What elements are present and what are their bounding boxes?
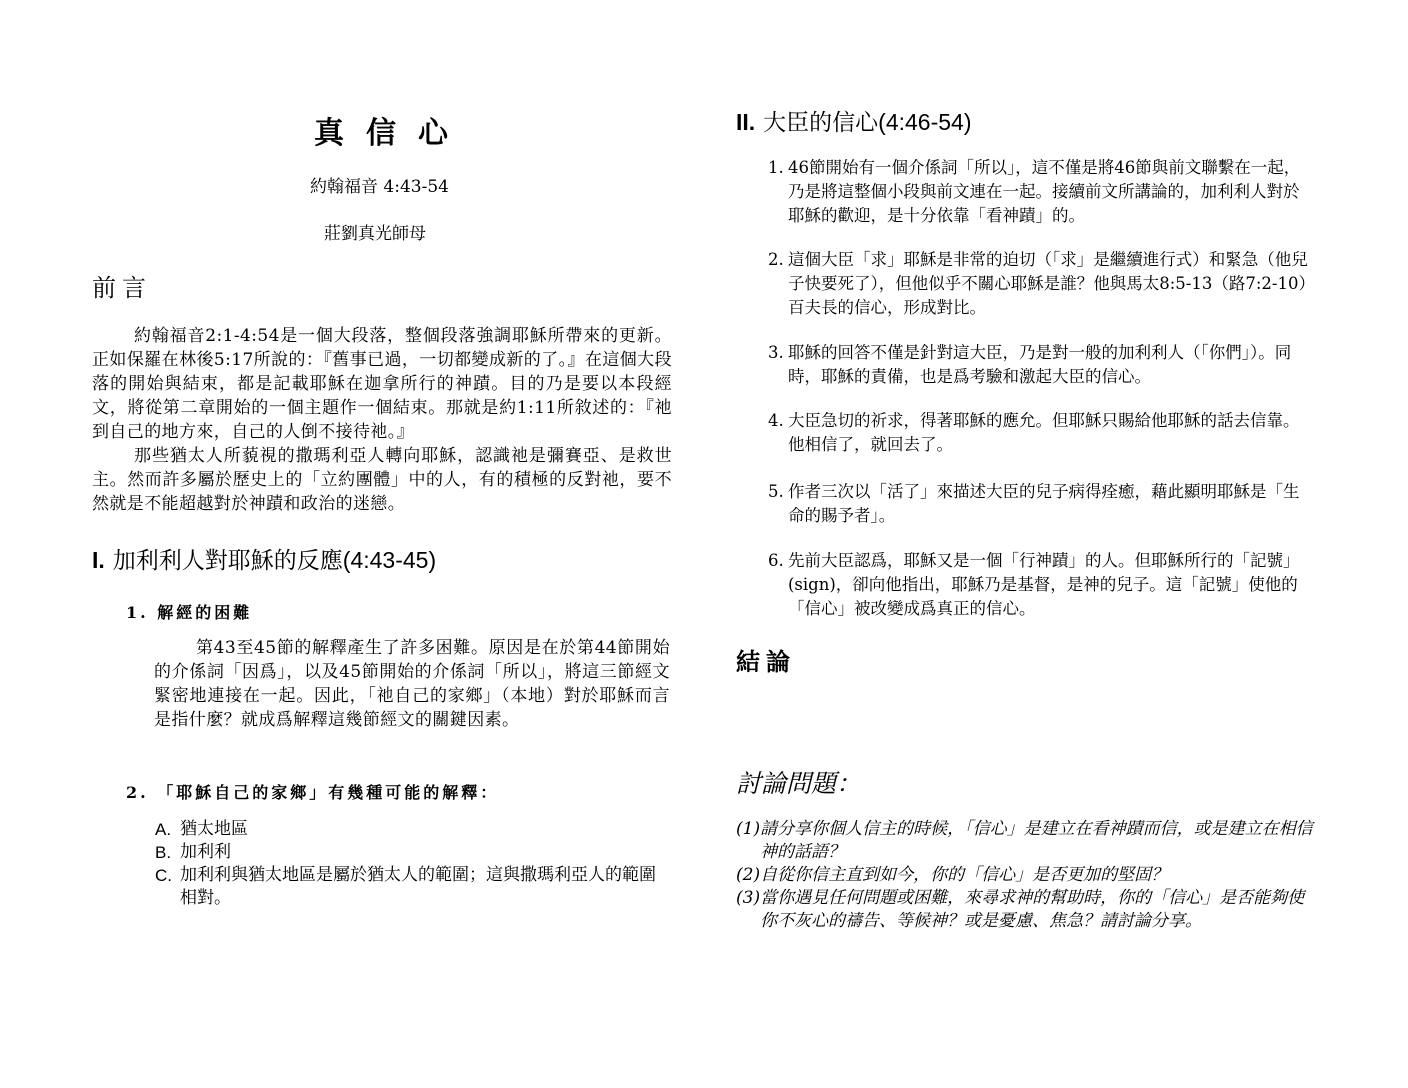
preface-paragraph-2: 那些猶太人所藐視的撒瑪利亞人轉向耶穌，認識祂是彌賽亞、是救世主。然而許多屬於歷史上的「立約團體」中的人，有的積極的反對祂，要不然就是不能超越對於神蹟和政治的迷戀。 [92, 446, 672, 514]
subsection-1-number: 1. [126, 603, 149, 622]
section-1-number: I. [92, 547, 105, 573]
question-3: (3)當你遇見任何問題或困難，來尋求神的幫助時，你的「信心」是否能夠使你不灰心的禱告、等候神？或是憂慮、焦急？請討論分享。 [736, 888, 1305, 931]
section-2-heading [736, 104, 972, 137]
option-a: A. 猶太地區 [155, 819, 248, 839]
point-1: 1. 46節開始有一個介係詞「所以」，這不僅是將46節與前文聯繫在一起，乃是將這整個小段與前文連在一起。接續前文所講論的，加利利人對於耶穌的歡迎，是十分依靠「看神蹟」的。 [768, 158, 1301, 225]
preface-heading: 前言 [92, 274, 152, 302]
scripture-reference: 約翰福音 4:43-54 [310, 177, 449, 197]
document-title: 真信心 [314, 116, 470, 151]
subsection-1-heading [126, 600, 252, 623]
option-b: B. 加利利 [155, 842, 231, 862]
section-2-number: II. [736, 109, 756, 135]
point-4: 4. 大臣急切的祈求，得著耶穌的應允。但耶穌只賜給他耶穌的話去信靠。他相信了，就回去了。 [768, 411, 1300, 454]
discussion-questions [736, 818, 1316, 933]
subsection-1-text: 第43至45節的解釋產生了許多困難。原因是在於第44節開始的介係詞「因爲」，以及45節開始的介係詞「所以」，將這三節經文緊密地連接在一起。因此，「祂自己的家鄉」（本地）對於耶穌而言是指什麼？就成爲解釋這幾節經文的關鍵因素。 [154, 638, 670, 730]
point-6: 6. 先前大臣認爲，耶穌又是一個「行神蹟」的人。但耶穌所行的「記號」(sign)，卻向他指出，耶穌乃是基督，是神的兒子。這「記號」使他的「信心」被改變成爲真正的信心。 [768, 551, 1300, 618]
point-5: 5. 作者三次以「活了」來描述大臣的兒子病得痊癒，藉此顯明耶穌是「生命的賜予者」。 [768, 482, 1300, 525]
question-1: (1)請分享你個人信主的時候，「信心」是建立在看神蹟而信，或是建立在相信神的話語？ [736, 819, 1313, 862]
section-1-heading [92, 542, 436, 575]
subsection-1-title: 解經的困難 [157, 603, 253, 622]
point-2: 2. 這個大臣「求」耶穌是非常的迫切（「求」是繼續進行式）和緊急（他兒子快要死了），但他似乎不關心耶穌是誰？他與馬太8:5-13（路7:2-10）百夫長的信心，形成對比。 [768, 250, 1308, 317]
preface-paragraph-1: 約翰福音2:1-4:54是一個大段落，整個段落強調耶穌所帶來的更新。正如保羅在林後5:17所說的：『舊事已過，一切都變成新的了。』在這個大段落的開始與結束，都是記載耶穌在迦拿所行的神蹟。目的乃是要以本段經文，將從第二章開始的一個主題作一個結束。那就是約1:11所敘述的：『祂到自己的地方來，自己的人倒不接待祂。』 [92, 326, 672, 442]
subsection-2-title: 「耶穌自己的家鄉」有幾種可能的解釋： [157, 783, 500, 802]
question-2: (2)自從你信主直到如今，你的「信心」是否更加的堅固？ [736, 865, 1169, 885]
author-name: 莊劉真光師母 [324, 224, 426, 244]
subsection-2-heading [126, 780, 499, 803]
point-3: 3. 耶穌的回答不僅是針對這大臣，乃是對一般的加利利人（「你們」）。同時，耶穌的責備，也是爲考驗和激起大臣的信心。 [768, 343, 1292, 386]
interpretation-options [155, 818, 665, 910]
conclusion-heading: 結論 [736, 647, 796, 676]
section-2-title: 大臣的信心(4:46-54) [763, 109, 972, 135]
discussion-heading: 討論問題： [736, 769, 862, 798]
section-1-title: 加利利人對耶穌的反應(4:43-45) [112, 547, 437, 573]
option-c: C. 加利利與猶太地區是屬於猶太人的範圍；這與撒瑪利亞人的範圍相對。 [155, 865, 656, 908]
subsection-2-number: 2. [126, 783, 149, 802]
